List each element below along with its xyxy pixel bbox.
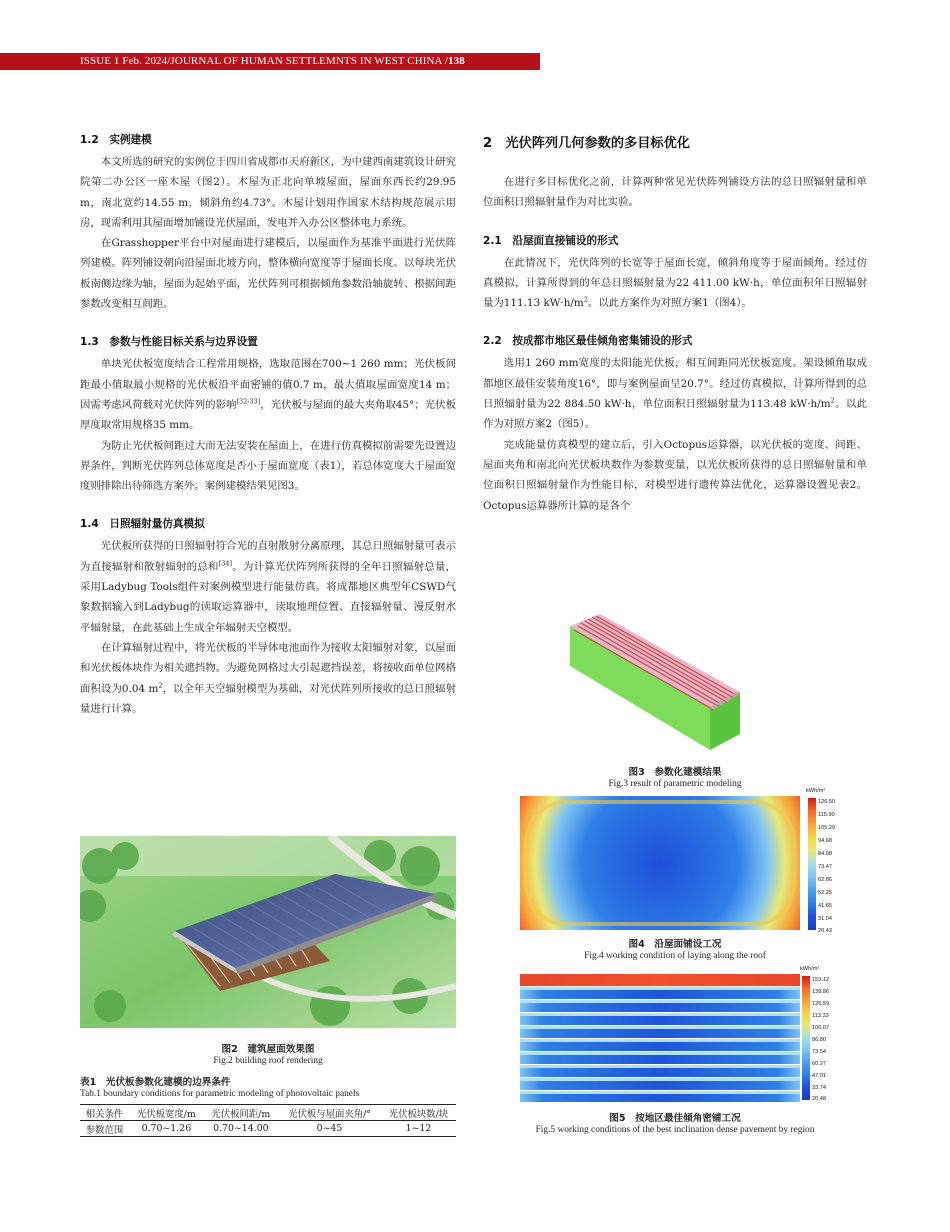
figure-4-heatmap (520, 796, 800, 930)
section-2-paragraph: 在进行多目标优化之前，计算两种常见光伏阵列铺设方法的总日照辐射量和单位面积日照辐射量作为对比实验。 (483, 176, 867, 209)
legend-label: 86.80 (812, 1037, 826, 1043)
table-header-cell: 光伏板与屋面夹角/° (278, 1105, 381, 1121)
table-header-cell: 光伏板块数/块 (381, 1105, 456, 1121)
superscript: 2 (158, 681, 163, 690)
legend-label: 94.68 (818, 838, 832, 844)
figure-5-heatmap (520, 972, 800, 1104)
citation-ref: [34] (218, 559, 233, 568)
section-1-4-title: 1.4 日照辐射量仿真模拟 (80, 518, 205, 531)
legend-color-bar (802, 976, 810, 1100)
legend-label: 33.74 (812, 1085, 826, 1091)
figure-5-caption-cn: 图5 按地区最佳倾角密铺工况 (609, 1113, 741, 1124)
legend-label: 20.48 (812, 1096, 826, 1102)
legend-label: 47.01 (812, 1073, 826, 1079)
table-cell: 0~45 (278, 1121, 381, 1137)
section-1-2-paragraph-1: 本文所选的研究的实例位于四川省成都市天府新区，为中建西南建筑设计研究院第二办公区一座木屋（图2）。木屋为正北向单坡屋面，屋面东西长约29.95 m，南北宽约14.55 m，倾斜角约4.73°。木屋计划用作国家木结构规范展示用房，现需利用其屋面增加铺设光伏屋面，发电并入办公区整体电力系统。 (80, 156, 456, 229)
figure-3-caption-en: Fig.3 result of parametric modeling (608, 779, 742, 789)
table-1-title-en: Tab.1 boundary conditions for parametric modeling of photovoltaic panels (80, 1089, 360, 1099)
paragraph-text: 。为计算光伏阵列所获得的全年日照辐射总量，采用Ladybug Tools组件对案例模型进行能量仿真。将成都地区典型年CSWD气象数据输入到Ladybug的读取运算器中，读取地理位置、直接辐射量、漫反射水平辐射量，在此基础上生成全年辐射天空模型。 (80, 560, 457, 634)
figure-2-caption-cn: 图2 建筑屋面效果图 (221, 1044, 315, 1055)
legend-label: 115.90 (818, 812, 835, 818)
section-1-3-title: 1.3 参数与性能目标关系与边界设置 (80, 336, 258, 349)
heatmap-dense-pavement (520, 972, 800, 1104)
paragraph-text: 。以此作为对照方案2（图5）。 (483, 398, 868, 431)
page-number: 138 (448, 55, 465, 67)
legend-label: 113.33 (812, 1013, 829, 1019)
table-cell: 0.70~14.00 (204, 1121, 278, 1137)
paragraph-text: 选用1 260 mm宽度的太阳能光伏板，相互间距同光伏板宽度。架设倾角取成都地区最佳安装角度16°，即与案例屋面呈20.7°。经过仿真模拟，计算所得到的总日照辐射量为22 884.50 kW·h，单位面积日照辐射量为113.48 kW·h/m (483, 357, 867, 411)
section-1-2-title: 1.2 实例建模 (80, 134, 152, 146)
legend-label: 84.08 (818, 851, 832, 857)
figure-4-caption-cn: 图4 沿屋面铺设工况 (628, 939, 722, 950)
paragraph-text: 在计算辐射过程中，将光伏板的半导体电池面作为接收太阳辐射对象，以屋面和光伏板体块作为相关遮挡物。为避免网格过大引起遮挡误差，将接收面单位网格面积设为0.04 m (80, 641, 456, 695)
table-cell: 参数范围 (80, 1121, 129, 1137)
legend-label: 73.47 (818, 864, 832, 870)
figure-5-caption-en: Fig.5 working conditions of the best inclination dense pavement by region (535, 1125, 815, 1135)
legend-label: 60.27 (812, 1061, 826, 1067)
table-1-title-cn: 表1 光伏板参数化建模的边界条件 (80, 1077, 231, 1088)
paragraph-text: ，光伏板与屋面的最大夹角取45°；光伏板厚度取常用规格35 mm。 (80, 398, 456, 432)
table-header-cell: 光伏板宽度/m (129, 1105, 203, 1121)
section-1-4-paragraph-2 (80, 638, 456, 719)
section-1-3-paragraph-2: 为防止光伏板间距过大而无法安装在屋面上，在进行仿真模拟前需要先设置边界条件，判断光伏阵列总体宽度是否小于屋面宽度（表1），若总体宽度大于屋面宽度则排除出待筛选方案外。案例建模结果见图3。 (80, 439, 456, 493)
section-2-2-paragraph-1 (483, 353, 867, 434)
paragraph-text: 在此情况下，光伏阵列的长宽等于屋面长宽，倾斜角度等于屋面倾角。经过仿真模拟，计算所得到的年总日照辐射量为22 411.00 kW·h，单位面积年日照辐射量为111.13 kW·h/m (483, 256, 867, 310)
right-column (483, 132, 867, 516)
figure-3-caption-cn: 图3 参数化建模结果 (628, 767, 722, 778)
section-1-2-paragraph-2: 在Grasshopper平台中对屋面进行建模后，以屋面作为基准平面进行光伏阵列建模。阵列铺设朝向沿屋面北坡方向，整体横向宽度等于屋面长度。以每块光伏板南侧边缘为轴，屋面为起始平面，光伏阵列可根据倾角参数沿轴旋转、根据间距参数改变相互间距。 (80, 237, 456, 311)
table-header-cell: 相关条件 (80, 1105, 129, 1121)
journal-header (80, 55, 465, 67)
legend-label: 73.54 (812, 1049, 826, 1055)
section-2-1-paragraph (483, 253, 867, 314)
table-row (80, 1121, 456, 1137)
figure-2-caption-en: Fig.2 building roof rendering (213, 1056, 323, 1066)
heatmap-along-roof (520, 796, 800, 930)
legend-label: 20.43 (818, 928, 832, 934)
paragraph-text: ，以全年天空辐射模型为基础，对光伏阵列所接收的总日照辐射量进行计算。 (80, 682, 457, 715)
legend-label: 105.29 (818, 825, 836, 831)
legend-color-bar (808, 798, 816, 930)
section-2-title: 2 光伏阵列几何参数的多目标优化 (483, 136, 690, 151)
legend-label: 126.50 (818, 799, 836, 805)
roof-rendering-image (80, 836, 456, 1028)
section-1-4-paragraph-1 (80, 536, 456, 637)
figure-2-roof-rendering (80, 836, 456, 1028)
table-header-cell: 光伏板间距/m (204, 1105, 278, 1121)
superscript: 2 (830, 396, 835, 405)
legend-label: 62.86 (818, 877, 832, 883)
legend-unit: kWh/m² (800, 966, 820, 972)
legend-label: 100.07 (812, 1025, 830, 1031)
table-cell: 0.70~1.26 (129, 1121, 203, 1137)
section-2-2-paragraph-2: 完成能量仿真模型的建立后，引入Octopus运算器，以光伏板的宽度、间距、屋面夹角和南北向光伏板块数作为参数变量，以光伏板所获得的总日照辐射量和单位面积日照辐射量作为性能目标，对模型进行遗传算法优化，运算器设置见表2。Octopus运算器所计算的是各个 (483, 438, 867, 512)
table-cell: 1~12 (381, 1121, 456, 1137)
legend-label: 31.04 (818, 916, 832, 922)
section-1-3-paragraph-1 (80, 354, 456, 435)
left-column (80, 132, 456, 719)
citation-ref: [32-33] (236, 397, 261, 406)
section-2-1-title: 2.1 沿屋面直接铺设的形式 (483, 234, 619, 247)
table-header-row (80, 1105, 456, 1121)
legend-unit: kWh/m² (806, 788, 826, 794)
superscript: 2 (583, 295, 588, 304)
legend-label: 52.25 (818, 890, 832, 896)
legend-label: 126.59 (812, 1001, 830, 1007)
parametric-model-image (560, 604, 750, 754)
figure-4-legend (806, 788, 856, 938)
table-1 (80, 1104, 456, 1137)
legend-label: 153.12 (812, 977, 830, 983)
paragraph-text: 单块光伏板宽度结合工程常用规格，选取范围在700~1 260 mm；光伏板间距最小值取最小规格的光伏板沿平面密铺的值0.7 m，最大值取屋面宽度14 m；因需考虑风荷载对光伏阵列的影响 (80, 358, 456, 411)
journal-header-text: ISSUE 1 Feb. 2024/JOURNAL OF HUMAN SETTLEMNTS IN WEST CHINA / (80, 55, 448, 67)
legend-label: 41.65 (818, 903, 832, 909)
figure-3-parametric-model (560, 604, 750, 754)
paragraph-text: 光伏板所获得的日照辐射符合光的直射散射分离原理，其总日照辐射量可表示为直接辐射和散射辐射的总和 (80, 540, 456, 573)
figure-4-caption-en: Fig.4 working condition of laying along the roof (584, 951, 766, 961)
figure-5-legend (800, 966, 856, 1106)
section-2-2-title: 2.2 按成都市地区最佳倾角密集铺设的形式 (483, 335, 693, 348)
legend-label: 139.86 (812, 989, 830, 995)
paragraph-text: 。以此方案作为对照方案1（图4）。 (587, 297, 752, 310)
